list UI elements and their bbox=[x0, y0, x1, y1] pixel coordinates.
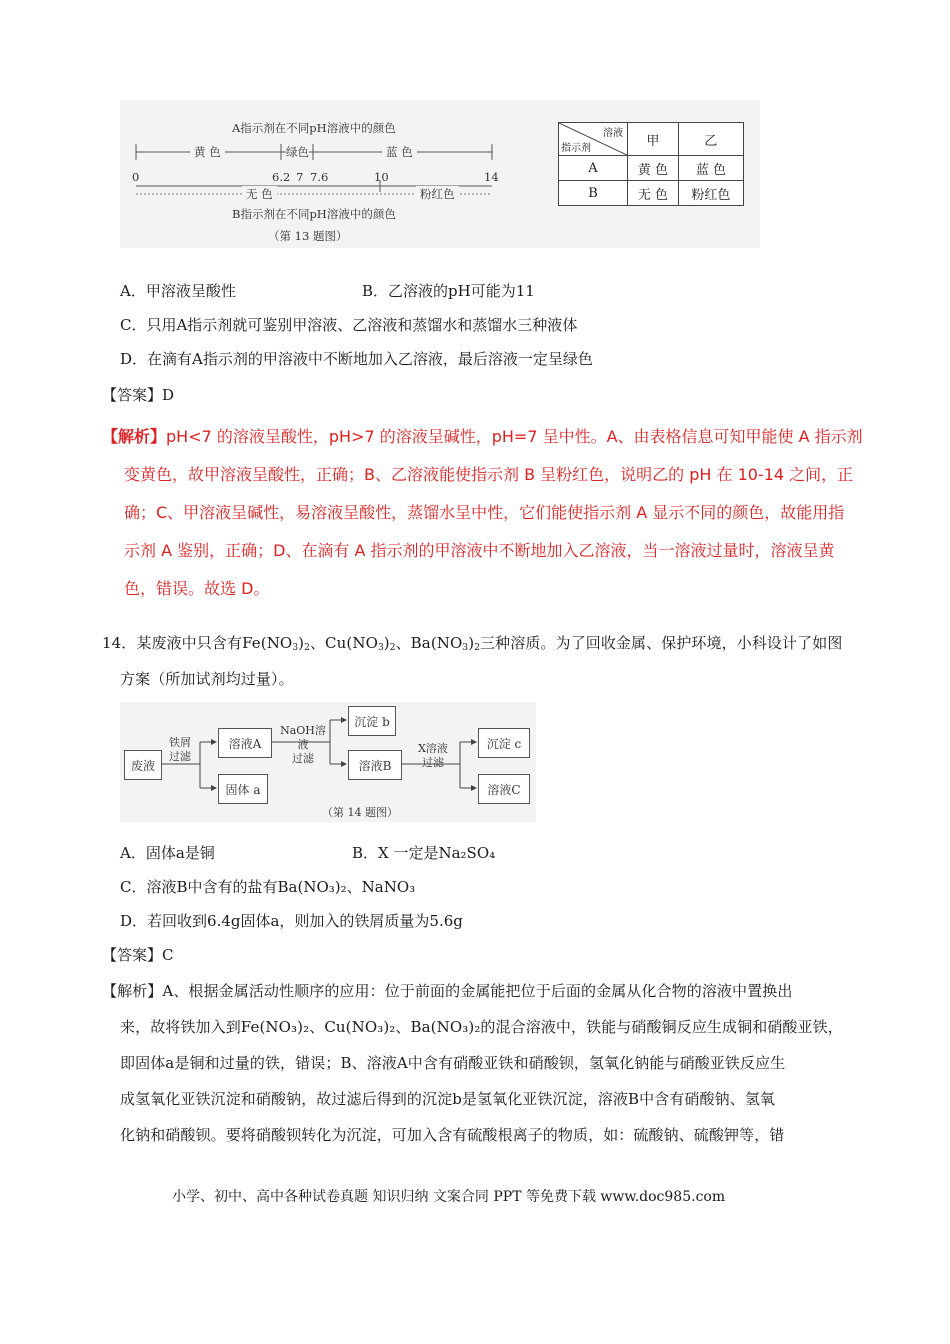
col-yi: 乙 bbox=[678, 123, 743, 156]
cell-jia: 黄 色 bbox=[628, 156, 679, 181]
iron-label: 铁屑 过滤 bbox=[169, 736, 191, 763]
col-jia: 甲 bbox=[628, 123, 679, 156]
q13-option-c: C．只用A指示剂就可鉴别甲溶液、乙溶液和蒸馏水和蒸馏水三种液体 bbox=[120, 316, 578, 334]
cell-yi: 粉红色 bbox=[678, 181, 743, 206]
q14-option-b: B．X 一定是Na₂SO₄ bbox=[352, 844, 496, 862]
indicator-table bbox=[558, 122, 744, 206]
stem-rest: 三种溶质。为了回收金属、保护环境，小科设计了如图 bbox=[480, 634, 843, 652]
scale-b-colorless: 无 色 bbox=[242, 186, 277, 202]
scale-b-title: B指示剂在不同pH溶液中的颜色 bbox=[232, 207, 396, 221]
q13-analysis-line-2: 变黄色，故甲溶液呈酸性，正确；B、乙溶液能使指示剂 B 呈粉红色，说明乙的 pH 在 10-14 之间，正 bbox=[124, 465, 854, 484]
scale-a-title: A指示剂在不同pH溶液中的颜色 bbox=[232, 121, 396, 135]
stem-prefix: 14．某废液中只含有 bbox=[102, 634, 243, 652]
q13-analysis-line-1 bbox=[102, 418, 863, 456]
precipitate-b-box: 沉淀 b bbox=[348, 706, 396, 736]
q13-option-d: D．在滴有A指示剂的甲溶液中不断地加入乙溶液，最后溶液一定呈绿色 bbox=[120, 350, 593, 368]
q14-option-a: A．固体a是铜 bbox=[120, 844, 215, 862]
figure-13-caption: （第 13 题图） bbox=[268, 229, 348, 243]
naoh-label: NaOH溶液 过滤 bbox=[280, 724, 326, 765]
q14-analysis-line-1: 【解析】A、根据金属活动性顺序的应用：位于前面的金属能把位于后面的金属从化合物的溶液中置换出 bbox=[102, 982, 793, 1000]
q13-analysis-line-5: 色，错误。故选 D。 bbox=[124, 579, 270, 598]
q14-stem-line-2: 方案（所加试剂均过量）。 bbox=[120, 670, 294, 688]
scale-b-pink: 粉红色 bbox=[416, 186, 459, 202]
precipitate-c-box: 沉淀 c bbox=[478, 728, 530, 758]
scale-a-blue: 蓝 色 bbox=[382, 144, 417, 160]
analysis-tag: 【解析】 bbox=[102, 427, 167, 446]
tick-6-2: 6.2 bbox=[272, 170, 291, 184]
q14-analysis-line-2: 来，故将铁加入到Fe(NO₃)₂、Cu(NO₃)₂、Ba(NO₃)₂的混合溶液中，铁能与硝酸铜反应生成铜和硝酸亚铁， bbox=[120, 1018, 843, 1036]
tick-10: 10 bbox=[374, 170, 389, 184]
x-solution-label: X溶液 过滤 bbox=[418, 742, 448, 769]
cell-jia: 无 色 bbox=[628, 181, 679, 206]
table-corner bbox=[559, 123, 628, 156]
q14-option-c: C．溶液B中含有的盐有Ba(NO₃)₂、NaNO₃ bbox=[120, 878, 416, 896]
q13-option-a: A．甲溶液呈酸性 bbox=[120, 282, 236, 300]
figure-13 bbox=[120, 100, 760, 248]
solution-a-box: 溶液A bbox=[218, 728, 272, 758]
header-solution: 溶液 bbox=[603, 128, 623, 139]
tick-0: 0 bbox=[132, 170, 140, 184]
row-name: A bbox=[559, 156, 628, 181]
solution-c-box: 溶液C bbox=[478, 774, 530, 804]
q14-analysis-line-3: 即固体a是铜和过量的铁，错误；B、溶液A中含有硝酸亚铁和硝酸钡，氢氧化钠能与硝酸亚铁反应生 bbox=[120, 1054, 786, 1072]
figure-14 bbox=[120, 702, 536, 822]
q13-analysis-line-4: 示剂 A 鉴别，正确；D、在滴有 A 指示剂的甲溶液中不断地加入乙溶液，当一溶液过量时，溶液呈黄 bbox=[124, 541, 835, 560]
scale-a-green: 绿色 bbox=[286, 145, 309, 159]
q13-analysis-line-3: 确；C、甲溶液呈碱性，易溶液呈酸性，蒸馏水呈中性，它们能使指示剂 A 显示不同的颜色，故能用指 bbox=[124, 503, 845, 522]
page-footer: 小学、初中、高中各种试卷真题 知识归纳 文案合同 PPT 等免费下载 www.doc985.com bbox=[172, 1189, 726, 1205]
scale-a-yellow: 黄 色 bbox=[190, 144, 225, 160]
cell-yi: 蓝 色 bbox=[678, 156, 743, 181]
row-name: B bbox=[559, 181, 628, 206]
waste-box: 废液 bbox=[124, 750, 162, 780]
q14-answer: 【答案】C bbox=[102, 946, 174, 964]
tick-7-6: 7.6 bbox=[310, 170, 329, 184]
q13-answer: 【答案】D bbox=[102, 386, 175, 404]
tick-7: 7 bbox=[296, 170, 304, 184]
q14-analysis-line-5: 化钠和硝酸钡。要将硝酸钡转化为沉淀，可加入含有硫酸根离子的物质，如：硫酸钠、硫酸钾等，错 bbox=[120, 1126, 785, 1144]
table-row bbox=[559, 156, 744, 181]
q14-option-d: D．若回收到6.4g固体a，则加入的铁屑质量为5.6g bbox=[120, 912, 463, 930]
header-indicator: 指示剂 bbox=[561, 143, 591, 154]
stem-formulas: $Fe(NO_3)_2$、$Cu(NO_3)_2$、$Ba(NO_3)_2$ bbox=[242, 634, 481, 653]
q14-analysis-line-4: 成氢氧化亚铁沉淀和硝酸钠，故过滤后得到的沉淀b是氢氧化亚铁沉淀，溶液B中含有硝酸钠、氢氧 bbox=[120, 1090, 776, 1108]
solid-a-box: 固体 a bbox=[218, 774, 268, 804]
analysis-text: pH<7 的溶液呈酸性，pH>7 的溶液呈碱性，pH=7 呈中性。A、由表格信息可知甲能使 A 指示剂 bbox=[166, 427, 863, 446]
solution-b-box: 溶液B bbox=[348, 750, 402, 780]
figure-14-caption: （第 14 题图） bbox=[322, 806, 398, 819]
table-row bbox=[559, 181, 744, 206]
q13-option-b: B．乙溶液的pH可能为11 bbox=[362, 282, 535, 300]
q14-stem-line-1 bbox=[102, 632, 842, 659]
tick-14: 14 bbox=[484, 170, 499, 184]
